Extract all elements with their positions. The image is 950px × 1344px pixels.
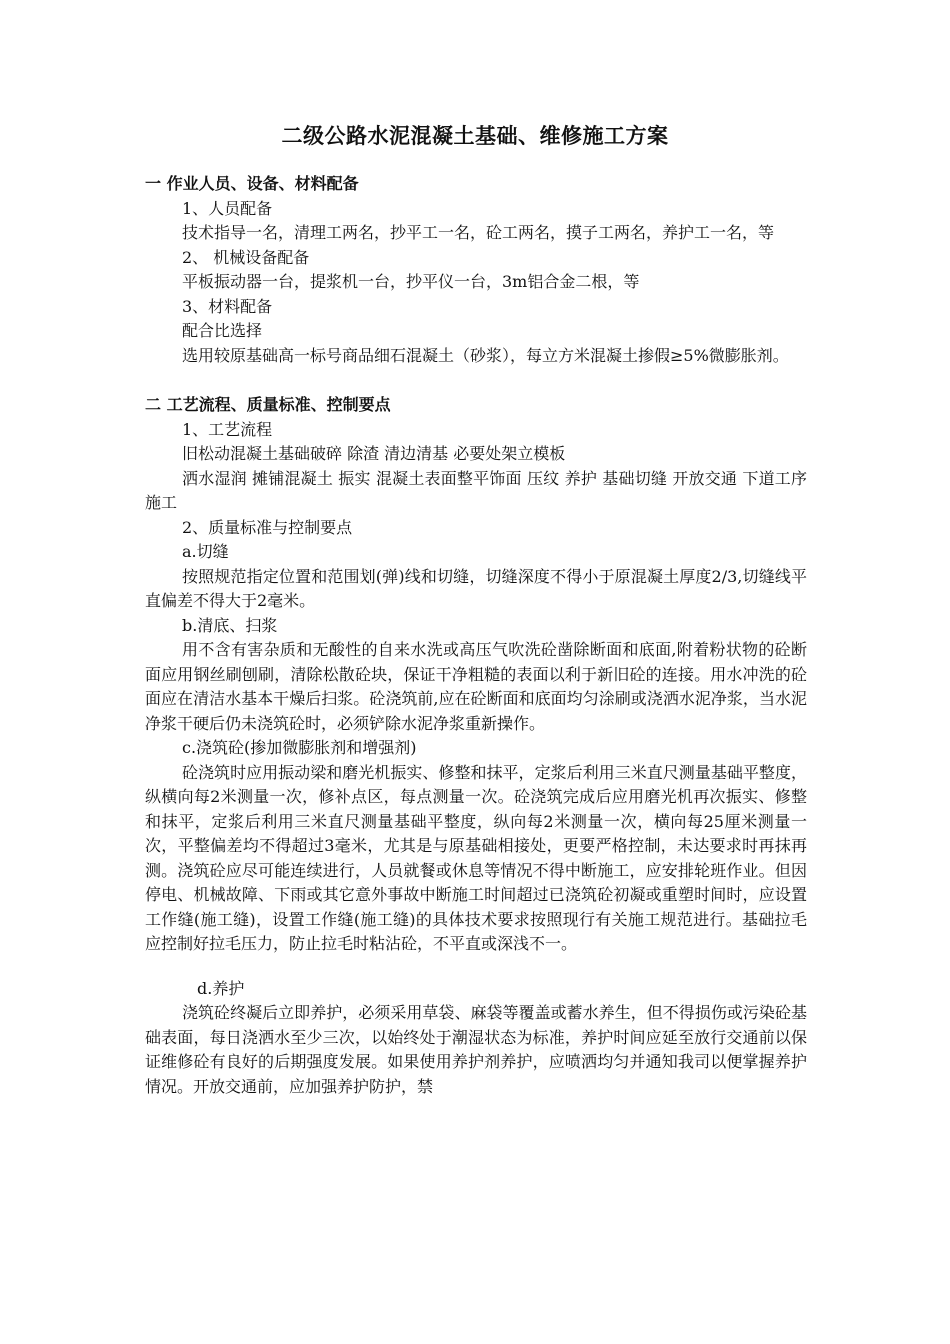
subheading-curing: d.养护 [197,978,245,998]
paragraph-equipment: 平板振动器一台，提浆机一台，抄平仪一台，3m铝合金二根，等 [182,272,640,291]
paragraph-curing: 浇筑砼终凝后立即养护，必须采用草袋、麻袋等覆盖或蓄水养生，但不得损伤或污染砼基础表面，每日浇洒水至少三次，以始终处于潮湿状态为标准，养护时间应延至放行交通前以保证维修砼有良好的后期强度发展。如果使用养护剂养护，应喷洒均匀并通知我司以便掌握养护情况。开放交通前，应加强养护防护，禁 [145,1003,807,1096]
subheading-equipment: 2、 机械设备配备 [182,247,310,267]
subheading-cleaning: b.清底、扫浆 [182,615,278,635]
paragraph-pouring: 砼浇筑时应用振动梁和磨光机振实、修整和抹平，定浆后利用三米直尺测量基础平整度，纵横向每2米测量一次，修补点区，每点测量一次。砼浇筑完成后应用磨光机再次振实、修整和抹平，定浆后利用三米直尺测量基础平整度，纵向每2米测量一次，横向每25厘米测量一次，平整偏差均不得超过3毫米，尤其是与原基础相接处，更要严格控制，未达要求时再抹再测。浇筑砼应尽可能连续进行，人员就餐或休息等情况不得中断施工，应安排轮班作业。但因停电、机械故障、下雨或其它意外事故中断施工时间超过已浇筑砼初凝或重塑时间时，应设置工作缝(施工缝)，设置工作缝(施工缝)的具体技术要求按照现行有关施工规范进行。基础拉毛应控制好拉毛压力，防止拉毛时粘沾砼，不平直或深浅不一。 [145,762,807,953]
paragraph-mix-ratio: 选用较原基础高一标号商品细石混凝土（砂浆），每立方米混凝土掺假≥5%微膨胀剂。 [182,345,789,365]
subheading-process: 1、工艺流程 [182,419,273,439]
section-heading-1: 一 作业人员、设备、材料配备 [145,174,359,193]
section-spacer [145,368,807,393]
paragraph-process-2: 洒水湿润 摊铺混凝土 振实 混凝土表面整平饰面 压纹 养护 基础切缝 开放交通 下道工序施工 [145,468,807,512]
paragraph-cleaning: 用不含有害杂质和无酸性的自来水洗或高压气吹洗砼凿除断面和底面,附着粉状物的砼断面应用钢丝刷刨刷，清除松散砼块，保证干净粗糙的表面以利于新旧砼的连接。用水冲洗的砼面应在清洁水基本干燥后扫浆。砼浇筑前,应在砼断面和底面均匀涂刷或浇洒水泥净浆，当水泥净浆干硬后仍未浇筑砼时，必须铲除水泥净浆重新操作。 [145,640,807,733]
paragraph-spacer [145,957,807,977]
paragraph-personnel: 技术指导一名，清理工两名，抄平工一名，砼工两名，摸子工两名，养护工一名，等 [182,223,775,242]
document-title: 二级公路水泥混凝土基础、维修施工方案 [281,124,669,148]
paragraph-process-1: 旧松动混凝土基础破碎 除渣 清边清基 必要处架立模板 [182,444,566,463]
section-heading-2: 二 工艺流程、质量标准、控制要点 [145,395,391,414]
subheading-quality: 2、质量标准与控制要点 [182,517,353,537]
subheading-materials: 3、材料配备 [182,296,273,316]
document-body [145,172,807,1099]
paragraph-cutting: 按照规范指定位置和范围划(弹)线和切缝，切缝深度不得小于原混凝土厚度2/3,切缝线平直偏差不得大于2毫米。 [145,566,807,610]
subheading-cutting: a.切缝 [182,542,229,561]
subheading-pouring: c.浇筑砼(掺加微膨胀剂和增强剂) [182,738,417,757]
subheading-mix-ratio: 配合比选择 [182,321,263,340]
subheading-personnel: 1、人员配备 [182,198,273,218]
